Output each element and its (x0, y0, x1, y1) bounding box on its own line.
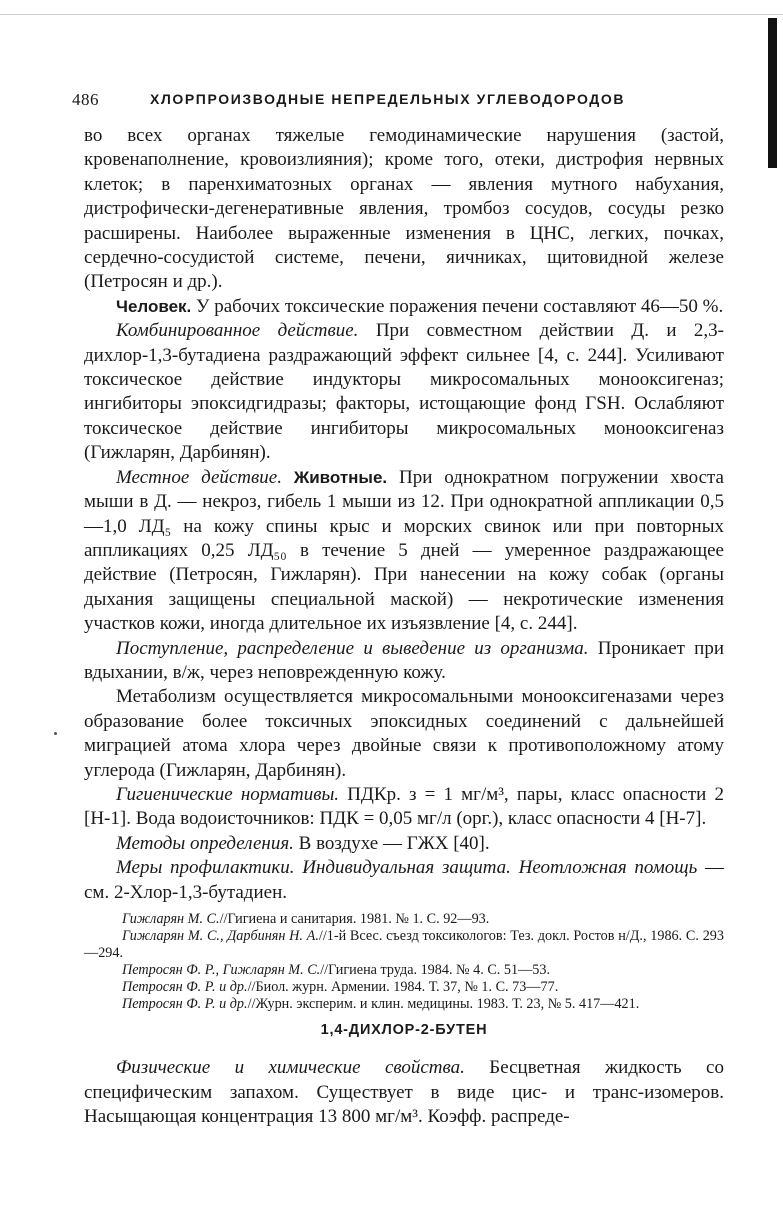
paragraph (84, 832, 724, 856)
paragraph-text: Проникает при вдыхании, в/ж, через неповрежденную кожу. (84, 637, 725, 683)
paragraph (84, 856, 724, 905)
paragraph-lead: Меры профилактики. Индивидуальная защита. Неотложная помощь (116, 857, 698, 879)
section-heading: 1,4-ДИХЛОР-2-БУТЕН (320, 1022, 488, 1039)
paragraph (84, 637, 724, 686)
paragraph-text: — см. 2-Хлор-1,3-бутадиен. (84, 857, 724, 903)
paragraph (84, 466, 724, 637)
paragraph-text: во всех органах тяжелые гемодинамические нарушения (застой, кровенаполнение, кровоизлияния); кроме того, отеки, дистрофия нервных клеток; в паренхиматозных органах — явления мутного набухания, дистрофически-дегенеративные явления, тромбоз сосудов, сосуды резко расширены. Наиболее выраженные изменения в ЦНС, легких, почках, сердечно-сосудистой системе, печени, яичниках, щитовидной железе (Петросян и др.). (84, 125, 724, 293)
running-title: ХЛОРПРОИЗВОДНЫЕ НЕПРЕДЕЛЬНЫХ УГЛЕВОДОРОДОВ (150, 91, 626, 107)
paragraph (84, 295, 724, 319)
running-header (72, 88, 712, 114)
scan-speck (54, 732, 57, 735)
reference-text: //1-й Всес. съезд токсикологов: Тез. докл. Ростов н/Д., 1986. С. 293—294. (84, 927, 724, 961)
paragraph-text: Бесцветная жидкость со специфическим запахом. Существует в виде цис- и транс-изомеров. Насыщающая концентрация 13 800 мг/м³. Коэфф. распреде- (84, 1057, 724, 1128)
section-spacer (84, 1046, 724, 1056)
reference-author: Петросян Ф. Р. и др. (122, 978, 248, 995)
paragraph (84, 319, 724, 465)
paragraph (84, 124, 724, 295)
paragraph-lead: Методы определения. (116, 832, 294, 854)
scan-top-border (0, 14, 783, 15)
reference-author: Гижларян М. С., Дарбинян Н. А. (122, 927, 319, 944)
reference-item (84, 911, 724, 928)
paragraph-lead: Местное действие. (116, 466, 282, 488)
reference-text: //Гигиена труда. 1984. № 4. С. 51—53. (320, 961, 550, 978)
paragraph-text: В воздухе — ГЖХ [40]. (293, 832, 490, 854)
paragraph-lead: Комбинированное действие. (116, 320, 359, 342)
paragraph-lead-bold: Животные. (293, 467, 388, 487)
reference-author: Петросян Ф. Р., Гижларян М. С. (122, 961, 321, 978)
reference-item (84, 979, 724, 996)
paragraph-lead: Поступление, распределение и выведение из организма. (116, 637, 589, 659)
paragraph (84, 783, 724, 832)
body-text (84, 124, 724, 1130)
paragraph-text: ПДКр. з = 1 мг/м³, пары, класс опасности 2 [Н-1]. Вода водоисточников: ПДК = 0,05 мг/л (орг.), класс опасности 4 [Н-7]. (84, 783, 724, 830)
reference-text: //Гигиена и санитария. 1981. № 1. С. 92—93. (219, 911, 490, 927)
paragraph-lead: Гигиенические нормативы. (116, 783, 340, 805)
reference-list (84, 911, 724, 1012)
scan-edge-mark (768, 18, 777, 168)
reference-author: Гижларян М. С. (122, 911, 220, 927)
paragraph-text: У рабочих токсические поражения печени составляют 46—50 %. (191, 295, 724, 317)
reference-author: Петросян Ф. Р. и др. (122, 995, 248, 1012)
reference-item (84, 996, 724, 1013)
reference-item (84, 962, 724, 979)
paragraph-lead: Человек. (116, 296, 192, 316)
page-number: 486 (72, 90, 99, 109)
paragraph-lead: Физические и химические свойства. (116, 1057, 465, 1079)
paragraph-text: Метаболизм осуществляется микросомальными монооксигеназами через образование более токсичных эпоксидных соединений с дальнейшей миграцией атома хлора через двойные связи к противоположному атому углерода (Гижларян, Дарбинян). (84, 686, 724, 781)
reference-text: //Биол. журн. Армении. 1984. Т. 37, № 1. С. 73—77. (247, 978, 559, 995)
reference-item (84, 928, 724, 962)
paragraph-text: При совместном действии Д. и 2,3-дихлор-1,3-бутадиена раздражающий эффект сильнее [4, с. 244]. Усиливают токсическое действие индукторы микросомальных монооксигеназ; ингибиторы эпоксидгидразы; факторы, истощающие фонд ГSH. Ослабляют токсическое действие ингибиторы микросомальных монооксигеназ (Гижларян, Дарбинян). (84, 320, 724, 464)
paragraph (84, 685, 724, 783)
paragraph-text: При однократном погружении хвоста мыши в Д. — некроз, гибель 1 мыши из 12. При однократной аппликации 0,5—1,0 ЛД₅ на кожу спины крыс и морских свинок или при повторных аппликациях 0,25 ЛД₅₀ в течение 5 дней — умеренное раздражающее действие (Петросян, Гижларян). При нанесении на кожу собак (органы дыхания защищены специальной маской) — некротические изменения участков кожи, иногда длительное их изъязвление [4, с. 244]. (84, 466, 724, 635)
reference-text: //Журн. эксперим. и клин. медицины. 1983. Т. 23, № 5. 417—421. (247, 995, 640, 1012)
paragraph (84, 1056, 724, 1129)
